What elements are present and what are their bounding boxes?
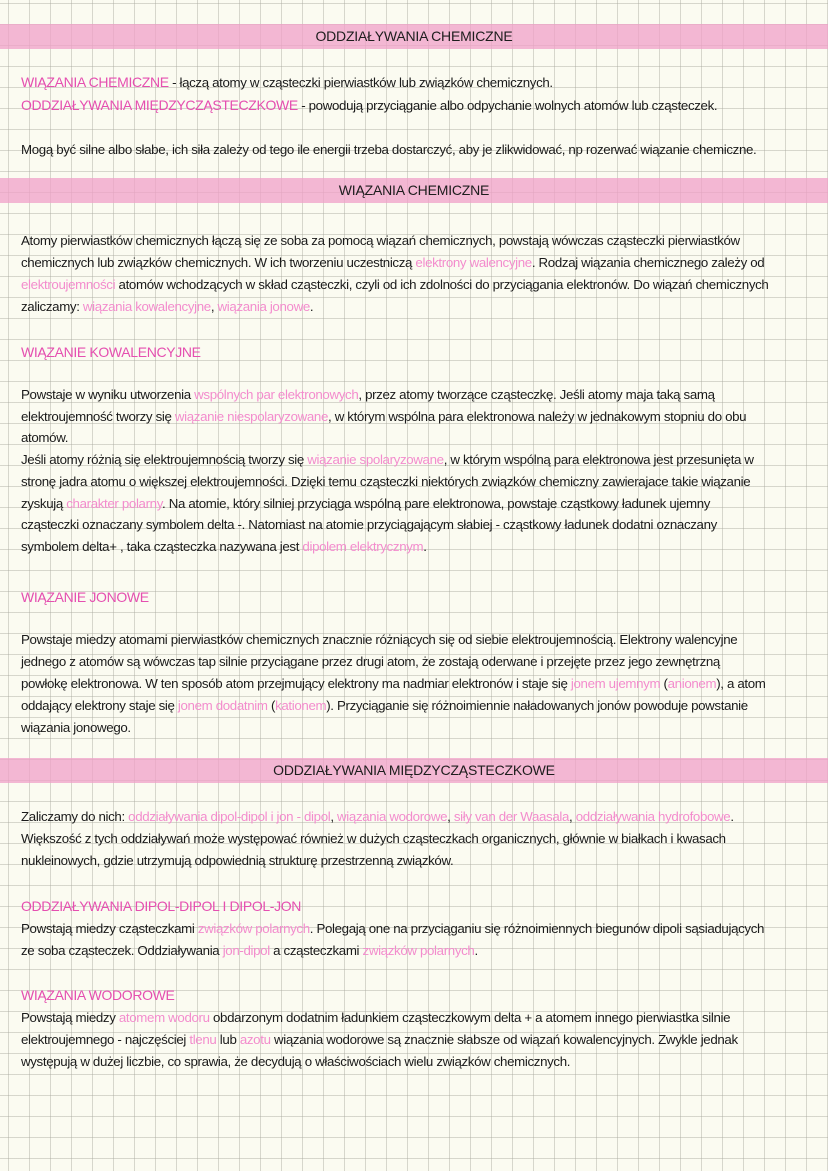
text-line (21, 806, 734, 828)
subheading: WIĄZANIE KOWALENCYJNE (21, 344, 201, 360)
highlighted-term: azotu (239, 1032, 271, 1047)
text-segment: - łączą atomy w cząsteczki pierwiastków lub związków chemicznych. (168, 75, 553, 90)
text-segment: oddający elektrony staje się (21, 698, 178, 713)
text-line (21, 427, 754, 449)
text-segment: stronę jadra atomu o większej elektroujemności. Dzięki temu cząsteczki niektórych związków chemiczny zawierajace takie wiązanie (21, 473, 751, 489)
highlighted-term: jonem dodatnim (177, 698, 268, 713)
subheading: WIĄZANIE JONOWE (21, 589, 149, 605)
text-segment: a cząsteczkami (269, 943, 363, 958)
text-segment: , przez atomy tworzące cząsteczkę. Jeśli atomy maja taką samą (358, 387, 715, 402)
text-line (21, 940, 764, 962)
text-segment: cząsteczki oznaczany symbolem delta -. Natomiast na atomie przyciągającym słabiej - cząstkowy ładunek dodatni oznaczany (21, 517, 717, 533)
text-segment: Powstają miedzy cząsteczkami (21, 921, 198, 936)
text-segment: powłokę elektronowa. W ten sposób atom przejmujący elektrony ma nadmiar elektronów i staje się (21, 676, 571, 691)
text-segment: zaliczamy: (21, 299, 83, 314)
text-segment: atomów. (21, 430, 69, 446)
section-band-chemical-bonds: WIĄZANIA CHEMICZNE (0, 178, 828, 203)
covalent-paragraph (21, 384, 754, 558)
text-segment: elektroujemnego - najczęściej (21, 1032, 190, 1047)
text-segment: występują w dużej liczbie, co sprawia, że decydują o właściwościach wielu związków chemicznych. (21, 1054, 571, 1069)
text-segment: , w którym wspólną para elektronowa jest przesunięta w (443, 452, 754, 468)
text-line (21, 471, 754, 493)
text-segment: wiązania jonowego. (21, 720, 131, 735)
highlighted-term: tlenu (189, 1032, 217, 1047)
highlighted-term: wiązania jonowe (217, 299, 310, 314)
text-segment: Atomy pierwiastków chemicznych łączą się ze soba za pomocą wiązań chemicznych, powstają wówczas cząsteczki pierwiastków (21, 233, 740, 248)
covalent-heading (21, 341, 201, 364)
text-line (21, 341, 201, 364)
highlighted-term: elektrony walencyjne (415, 255, 532, 270)
text-line (21, 493, 754, 515)
subheading: WIĄZANIA WODOROWE (21, 987, 175, 1003)
text-line (21, 1029, 738, 1051)
intermolecular-paragraph (21, 806, 734, 872)
text-segment: ze soba cząsteczek. Oddziaływania (21, 943, 223, 958)
text-segment: atomów wchodzących w skład cząsteczki, czyli od ich zdolności do przyciągania elektronów. Do wiązań chemicznych (115, 277, 769, 292)
text-line (21, 828, 734, 850)
text-line (21, 296, 768, 318)
text-line (21, 717, 766, 739)
section-band-intermolecular: ODDZIAŁYWANIA MIĘDZYCZĄSTECZKOWE (0, 758, 828, 783)
text-line (21, 230, 768, 252)
text-segment: obdarzonym dodatnim ładunkiem cząsteczkowym delta + a atomem innego pierwiastka silnie (209, 1010, 731, 1025)
text-segment: ). Przyciąganie się różnoimiennie naładowanych jonów powoduje powstanie (326, 698, 748, 713)
text-segment: ), a atom (716, 676, 766, 691)
text-line (21, 514, 754, 536)
text-line (21, 274, 768, 296)
text-line (21, 629, 766, 651)
highlighted-term: wiązanie spolaryzowane (307, 452, 444, 468)
text-segment: . Rodzaj wiązania chemicznego zależy od (531, 255, 765, 270)
hydrogen-bonds-section (21, 984, 738, 1073)
text-segment: chemicznych lub związków chemicznych. W ich tworzeniu uczestniczą (21, 255, 416, 270)
highlighted-term: oddziaływania hydrofobowe (575, 809, 731, 824)
text-segment: Powstaje miedzy atomami pierwiastków chemicznych znacznie różniących się od siebie elektroujemnością. Elektrony walencyjne (21, 632, 738, 647)
text-segment: jednego z atomów są wówczas tap silnie przyciągane przez drugi atom, że zostają oderwane i przejęte przez jego zewnętrzną (21, 654, 720, 669)
highlighted-term: wspólnych par elektronowych (194, 387, 359, 402)
text-segment: ( (267, 698, 276, 713)
highlighted-term: anionem (667, 676, 717, 691)
text-segment: Jeśli atomy różnią się elektroujemnością tworzy się (21, 452, 308, 468)
highlighted-term: dipolem elektrycznym (302, 538, 424, 554)
text-segment: wiązania wodorowe są znacznie słabsze od wiązań kowalencyjnych. Zwykle jednak (270, 1032, 738, 1047)
subheading: ODDZIAŁYWANIA DIPOL-DIPOL I DIPOL-JON (21, 898, 302, 914)
text-line (21, 1051, 738, 1073)
highlighted-term: oddziaływania dipol-dipol i jon - dipol (128, 809, 331, 824)
chemical-bonds-paragraph (21, 230, 768, 318)
highlighted-term: kationem (275, 698, 327, 713)
intro-strength-note (21, 139, 756, 161)
highlighted-term: związków polarnych (197, 921, 310, 936)
highlighted-term: związków polarnych (362, 943, 475, 958)
highlighted-term: wiązania kowalencyjne (82, 299, 211, 314)
dipole-section (21, 895, 764, 962)
text-segment: Większość z tych oddziaływań może występować również w dużych cząsteczkach organicznych, głównie w białkach i kwasach (21, 831, 726, 846)
text-line (21, 252, 768, 274)
highlighted-term: wiązania wodorowe (337, 809, 448, 824)
subheading: ODDZIAŁYWANIA MIĘDZYCZĄSTECZKOWE (21, 97, 298, 113)
text-line (21, 71, 717, 94)
text-segment: zyskują (21, 495, 67, 511)
highlighted-term: elektroujemności (21, 277, 116, 292)
text-segment: Mogą być silne albo słabe, ich siła zależy od tego ile energii trzeba dostarczyć, aby je zlikwidować, np rozerwać wiązanie chemiczne. (21, 142, 757, 157)
text-line (21, 586, 149, 609)
section-band-chemical-interactions: ODDZIAŁYWANIA CHEMICZNE (0, 24, 828, 49)
text-segment: . Na atomie, który silniej przyciąga wspólną pare elektronowa, powstaje cząstkowy ładunek ujemny (162, 495, 711, 511)
ionic-heading (21, 586, 149, 609)
highlighted-term: wiązanie niespolaryzowane (174, 408, 328, 424)
text-line (21, 895, 764, 918)
text-segment: . (474, 943, 478, 958)
text-line (21, 695, 766, 717)
text-segment: . (730, 809, 734, 824)
highlighted-term: charakter polarny (66, 495, 163, 511)
text-line (21, 384, 754, 406)
text-line (21, 651, 766, 673)
text-segment: Powstają miedzy (21, 1010, 119, 1025)
text-segment: nukleinowych, gdzie utrzymują odpowiednią strukturę przestrzenną związków. (21, 853, 454, 868)
text-line (21, 536, 754, 558)
text-segment: . (423, 538, 427, 554)
text-segment: symbolem delta+ , taka cząsteczka nazywana jest (21, 538, 303, 554)
highlighted-term: jon-dipol (222, 943, 270, 958)
text-line (21, 94, 717, 117)
text-line (21, 850, 734, 872)
text-segment: , w którym wspólna para elektronowa należy w jednakowym stopniu do obu (328, 408, 747, 424)
text-segment: , (447, 809, 454, 824)
text-line (21, 918, 764, 940)
intro-definitions (21, 71, 717, 117)
text-segment: elektroujemność tworzy się (21, 408, 175, 424)
text-line (21, 406, 754, 428)
text-line (21, 1007, 738, 1029)
ionic-paragraph (21, 629, 766, 739)
text-segment: . Polegają one na przyciąganiu się różnoimiennych biegunów dipoli sąsiadujących (309, 921, 765, 936)
text-segment: ( (660, 676, 668, 691)
text-line (21, 139, 756, 161)
text-segment: Zaliczamy do nich: (21, 809, 129, 824)
highlighted-term: siły van der Waasala (453, 809, 570, 824)
text-segment: Powstaje w wyniku utworzenia (21, 387, 195, 402)
text-line (21, 673, 766, 695)
subheading: WIĄZANIA CHEMICZNE (21, 74, 169, 90)
text-segment: - powodują przyciąganie albo odpychanie wolnych atomów lub cząsteczek. (297, 98, 718, 113)
text-segment: lub (216, 1032, 240, 1047)
text-line (21, 449, 754, 471)
text-segment: , (210, 299, 218, 314)
text-segment: . (309, 299, 314, 314)
highlighted-term: atomem wodoru (118, 1010, 210, 1025)
text-segment: , (569, 809, 576, 824)
text-segment: , (330, 809, 338, 824)
text-line (21, 984, 738, 1007)
highlighted-term: jonem ujemnym (570, 676, 661, 691)
